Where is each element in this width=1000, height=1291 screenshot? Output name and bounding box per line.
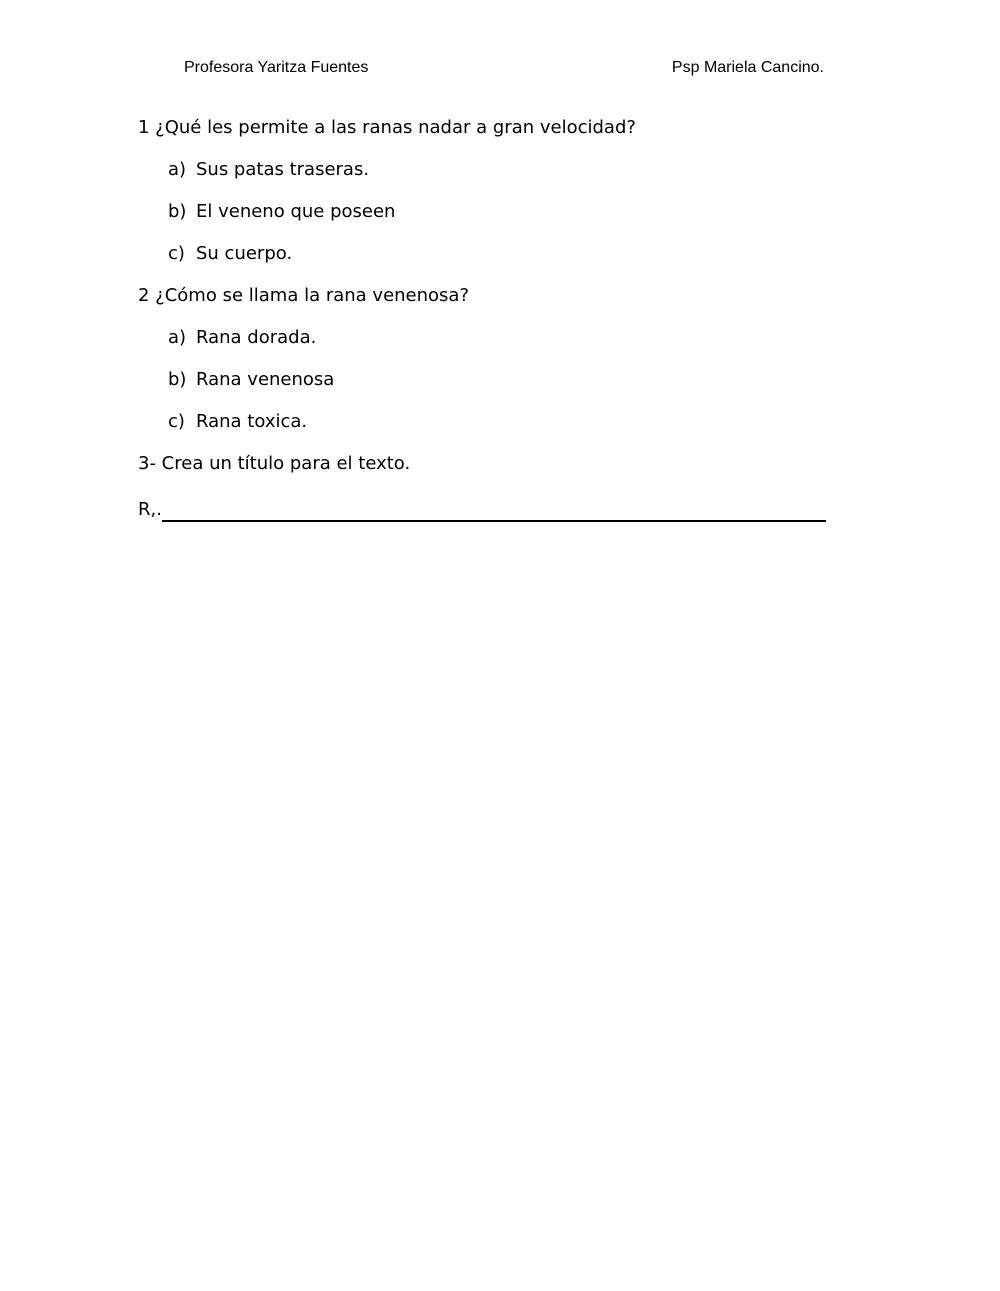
option-text: Rana dorada. (196, 327, 317, 348)
assistant-name: Psp Mariela Cancino. (671, 59, 824, 76)
option-letter: b) (168, 201, 187, 222)
option-letter: b) (168, 369, 187, 390)
question-2-option-c[interactable] (138, 410, 838, 452)
question-1-option-a[interactable] (138, 158, 838, 200)
option-letter: c) (168, 411, 185, 432)
option-text: Su cuerpo. (196, 243, 293, 264)
question-3: 3- Crea un título para el texto. (138, 453, 411, 474)
worksheet-content (138, 116, 838, 522)
question-2-option-b[interactable] (138, 368, 838, 410)
option-letter: c) (168, 243, 185, 264)
option-text: Sus patas traseras. (196, 159, 370, 180)
teacher-name: Profesora Yaritza Fuentes (184, 59, 369, 76)
question-2: 2 ¿Cómo se llama la rana venenosa? (138, 285, 470, 306)
question-1-option-b[interactable] (138, 200, 838, 242)
option-letter: a) (168, 159, 187, 180)
question-1-option-c[interactable] (138, 242, 838, 284)
page-header (184, 58, 824, 78)
option-letter: a) (168, 327, 187, 348)
answer-blank-line[interactable] (162, 498, 826, 522)
option-text: Rana toxica. (196, 411, 308, 432)
answer-prefix: R,. (138, 499, 162, 520)
option-text: El veneno que poseen (196, 201, 396, 222)
answer-field[interactable] (138, 494, 838, 522)
question-2-option-a[interactable] (138, 326, 838, 368)
question-1: 1 ¿Qué les permite a las ranas nadar a gran velocidad? (138, 117, 636, 138)
option-text: Rana venenosa (196, 369, 335, 390)
